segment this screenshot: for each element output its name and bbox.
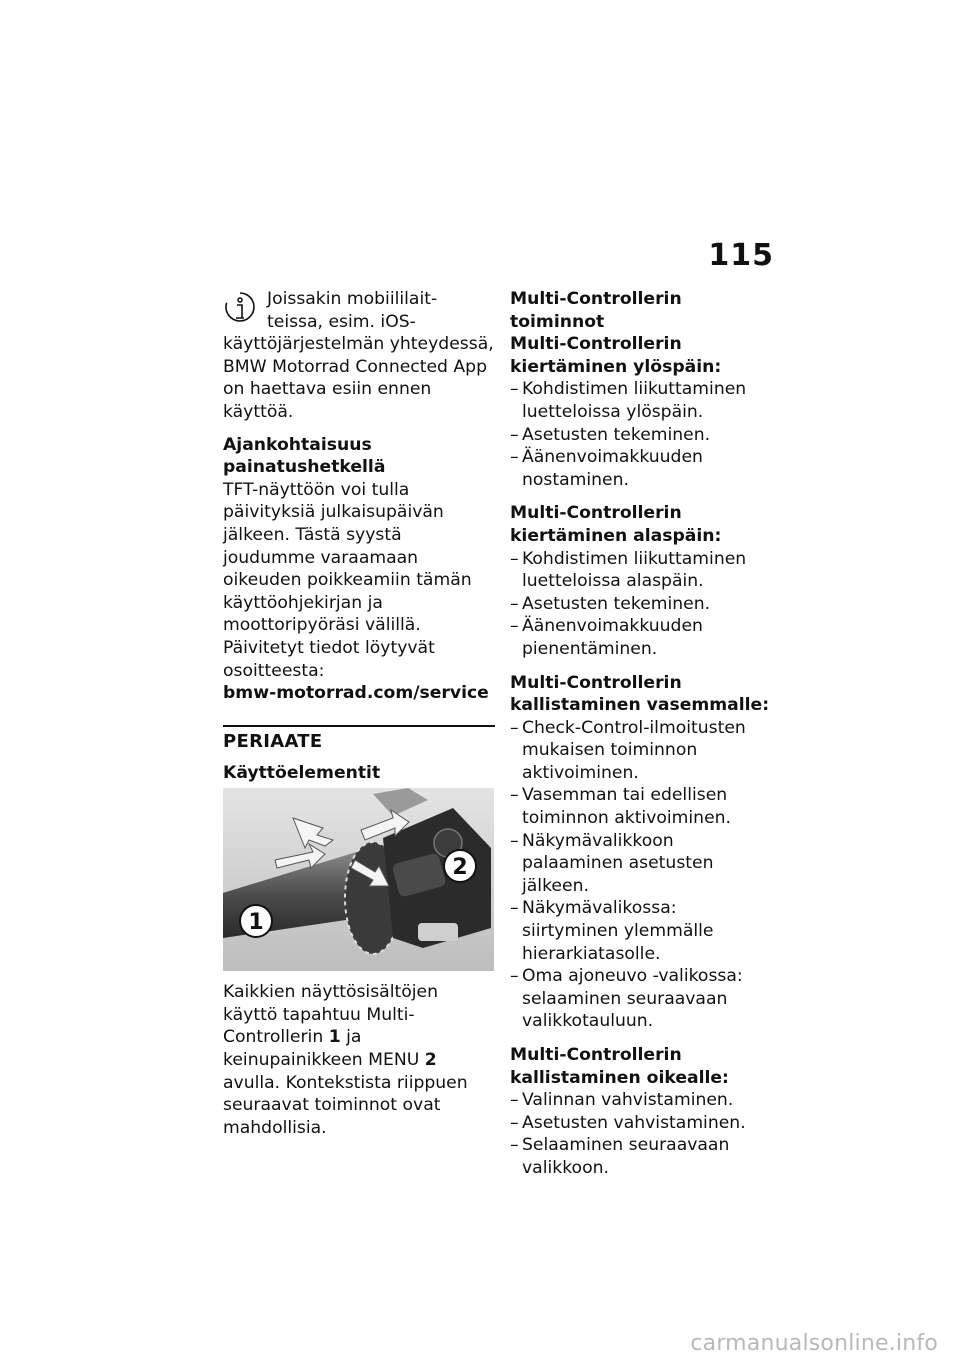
tilt-right-group bbox=[510, 1044, 778, 1180]
info-icon bbox=[223, 290, 257, 324]
topicality-block bbox=[223, 434, 495, 705]
rotate-down-heading: Multi-Controllerin kiertäminen alaspäin: bbox=[510, 503, 722, 546]
page-number: 115 bbox=[708, 238, 774, 273]
rotate-up-heading: Multi-Controllerin kiertäminen ylöspäin: bbox=[510, 334, 722, 377]
list-item: – Valinnan vahvistaminen. bbox=[510, 1089, 778, 1112]
rotate-up-group bbox=[510, 333, 778, 491]
section-divider bbox=[223, 725, 495, 727]
list-item: – Asetusten tekeminen. bbox=[510, 593, 778, 616]
list-item: – Selaaminen seuraavaan valikkoon. bbox=[510, 1134, 778, 1179]
note-text: käyttöjärjestelmän yhteydessä, BMW Motorrad Connected App on haettava esiin ennen käyttöä. bbox=[223, 334, 494, 422]
service-url: bmw-motorrad.com/service bbox=[223, 683, 489, 704]
desc-part-2: ja keinupainikkeen MENU bbox=[223, 1027, 425, 1071]
list-item: – Asetusten tekeminen. bbox=[510, 424, 778, 447]
tilt-left-heading: Multi-Controllerin kallistaminen vasemmalle: bbox=[510, 672, 770, 716]
functions-heading: Multi-Controllerin toiminnot bbox=[510, 289, 682, 332]
left-column bbox=[223, 288, 495, 1139]
list-item: – Kohdistimen liikuttaminen luetteloissa alaspäin. bbox=[510, 548, 778, 593]
list-item: – Näkymävalikkoon palaaminen asetusten jälkeen. bbox=[510, 830, 778, 898]
ref-1: 1 bbox=[328, 1027, 341, 1048]
controls-subheading: Käyttöelementit bbox=[223, 762, 381, 783]
list-item: – Kohdistimen liikuttaminen luetteloissa ylöspäin. bbox=[510, 378, 778, 423]
right-column bbox=[510, 288, 778, 1191]
info-note bbox=[223, 288, 495, 424]
desc-part-1: Kaikkien näyttösisältöjen käyttö tapahtuu Multi-Controllerin bbox=[223, 982, 438, 1048]
list-item: – Vasemman tai edellisen toiminnon aktivoiminen. bbox=[510, 784, 778, 829]
list-item: – Näkymävalikossa: siirtyminen ylemmälle hierarkiatasolle. bbox=[510, 897, 778, 965]
note-line-2: teissa, esim. iOS- bbox=[267, 311, 416, 332]
rotate-down-group bbox=[510, 502, 778, 660]
note-line-1: Joissakin mobiililait- bbox=[267, 289, 438, 309]
topicality-text: TFT-näyttöön voi tulla päivityksiä julkaisupäivän jälkeen. Tästä syystä joudumme varaamaan oikeuden poikkeamiin tämän käyttöohjekirjan ja moottoripyöräsi välillä. Päivitetyt tiedot löytyvät osoitteesta: bbox=[223, 479, 472, 681]
callout-1: 1 bbox=[248, 910, 264, 936]
list-item: – Asetusten vahvistaminen. bbox=[510, 1112, 778, 1135]
desc-part-3: avulla. Kontekstista riippuen seuraavat toiminnot ovat mahdollisia. bbox=[223, 1072, 468, 1138]
ref-2: 2 bbox=[424, 1050, 437, 1071]
controls-description bbox=[223, 981, 495, 1139]
watermark: carmanualsonline.info bbox=[690, 1331, 938, 1356]
section-title: PERIAATE bbox=[223, 730, 323, 752]
tilt-right-heading: Multi-Controllerin kallistaminen oikealle: bbox=[510, 1045, 729, 1088]
handlebar-controls-photo bbox=[223, 788, 494, 971]
topicality-heading: Ajankohtaisuus painatushetkellä bbox=[223, 434, 386, 478]
list-item: – Äänenvoimakkuuden pienentäminen. bbox=[510, 615, 778, 660]
list-item: – Äänenvoimakkuuden nostaminen. bbox=[510, 446, 778, 491]
list-item: – Check-Control-ilmoitusten mukaisen toiminnon aktivoiminen. bbox=[510, 717, 778, 785]
list-item: – Oma ajoneuvo -valikossa: selaaminen seuraavaan valikkotauluun. bbox=[510, 965, 778, 1033]
callout-2: 2 bbox=[452, 855, 468, 881]
tilt-left-group bbox=[510, 672, 778, 1034]
